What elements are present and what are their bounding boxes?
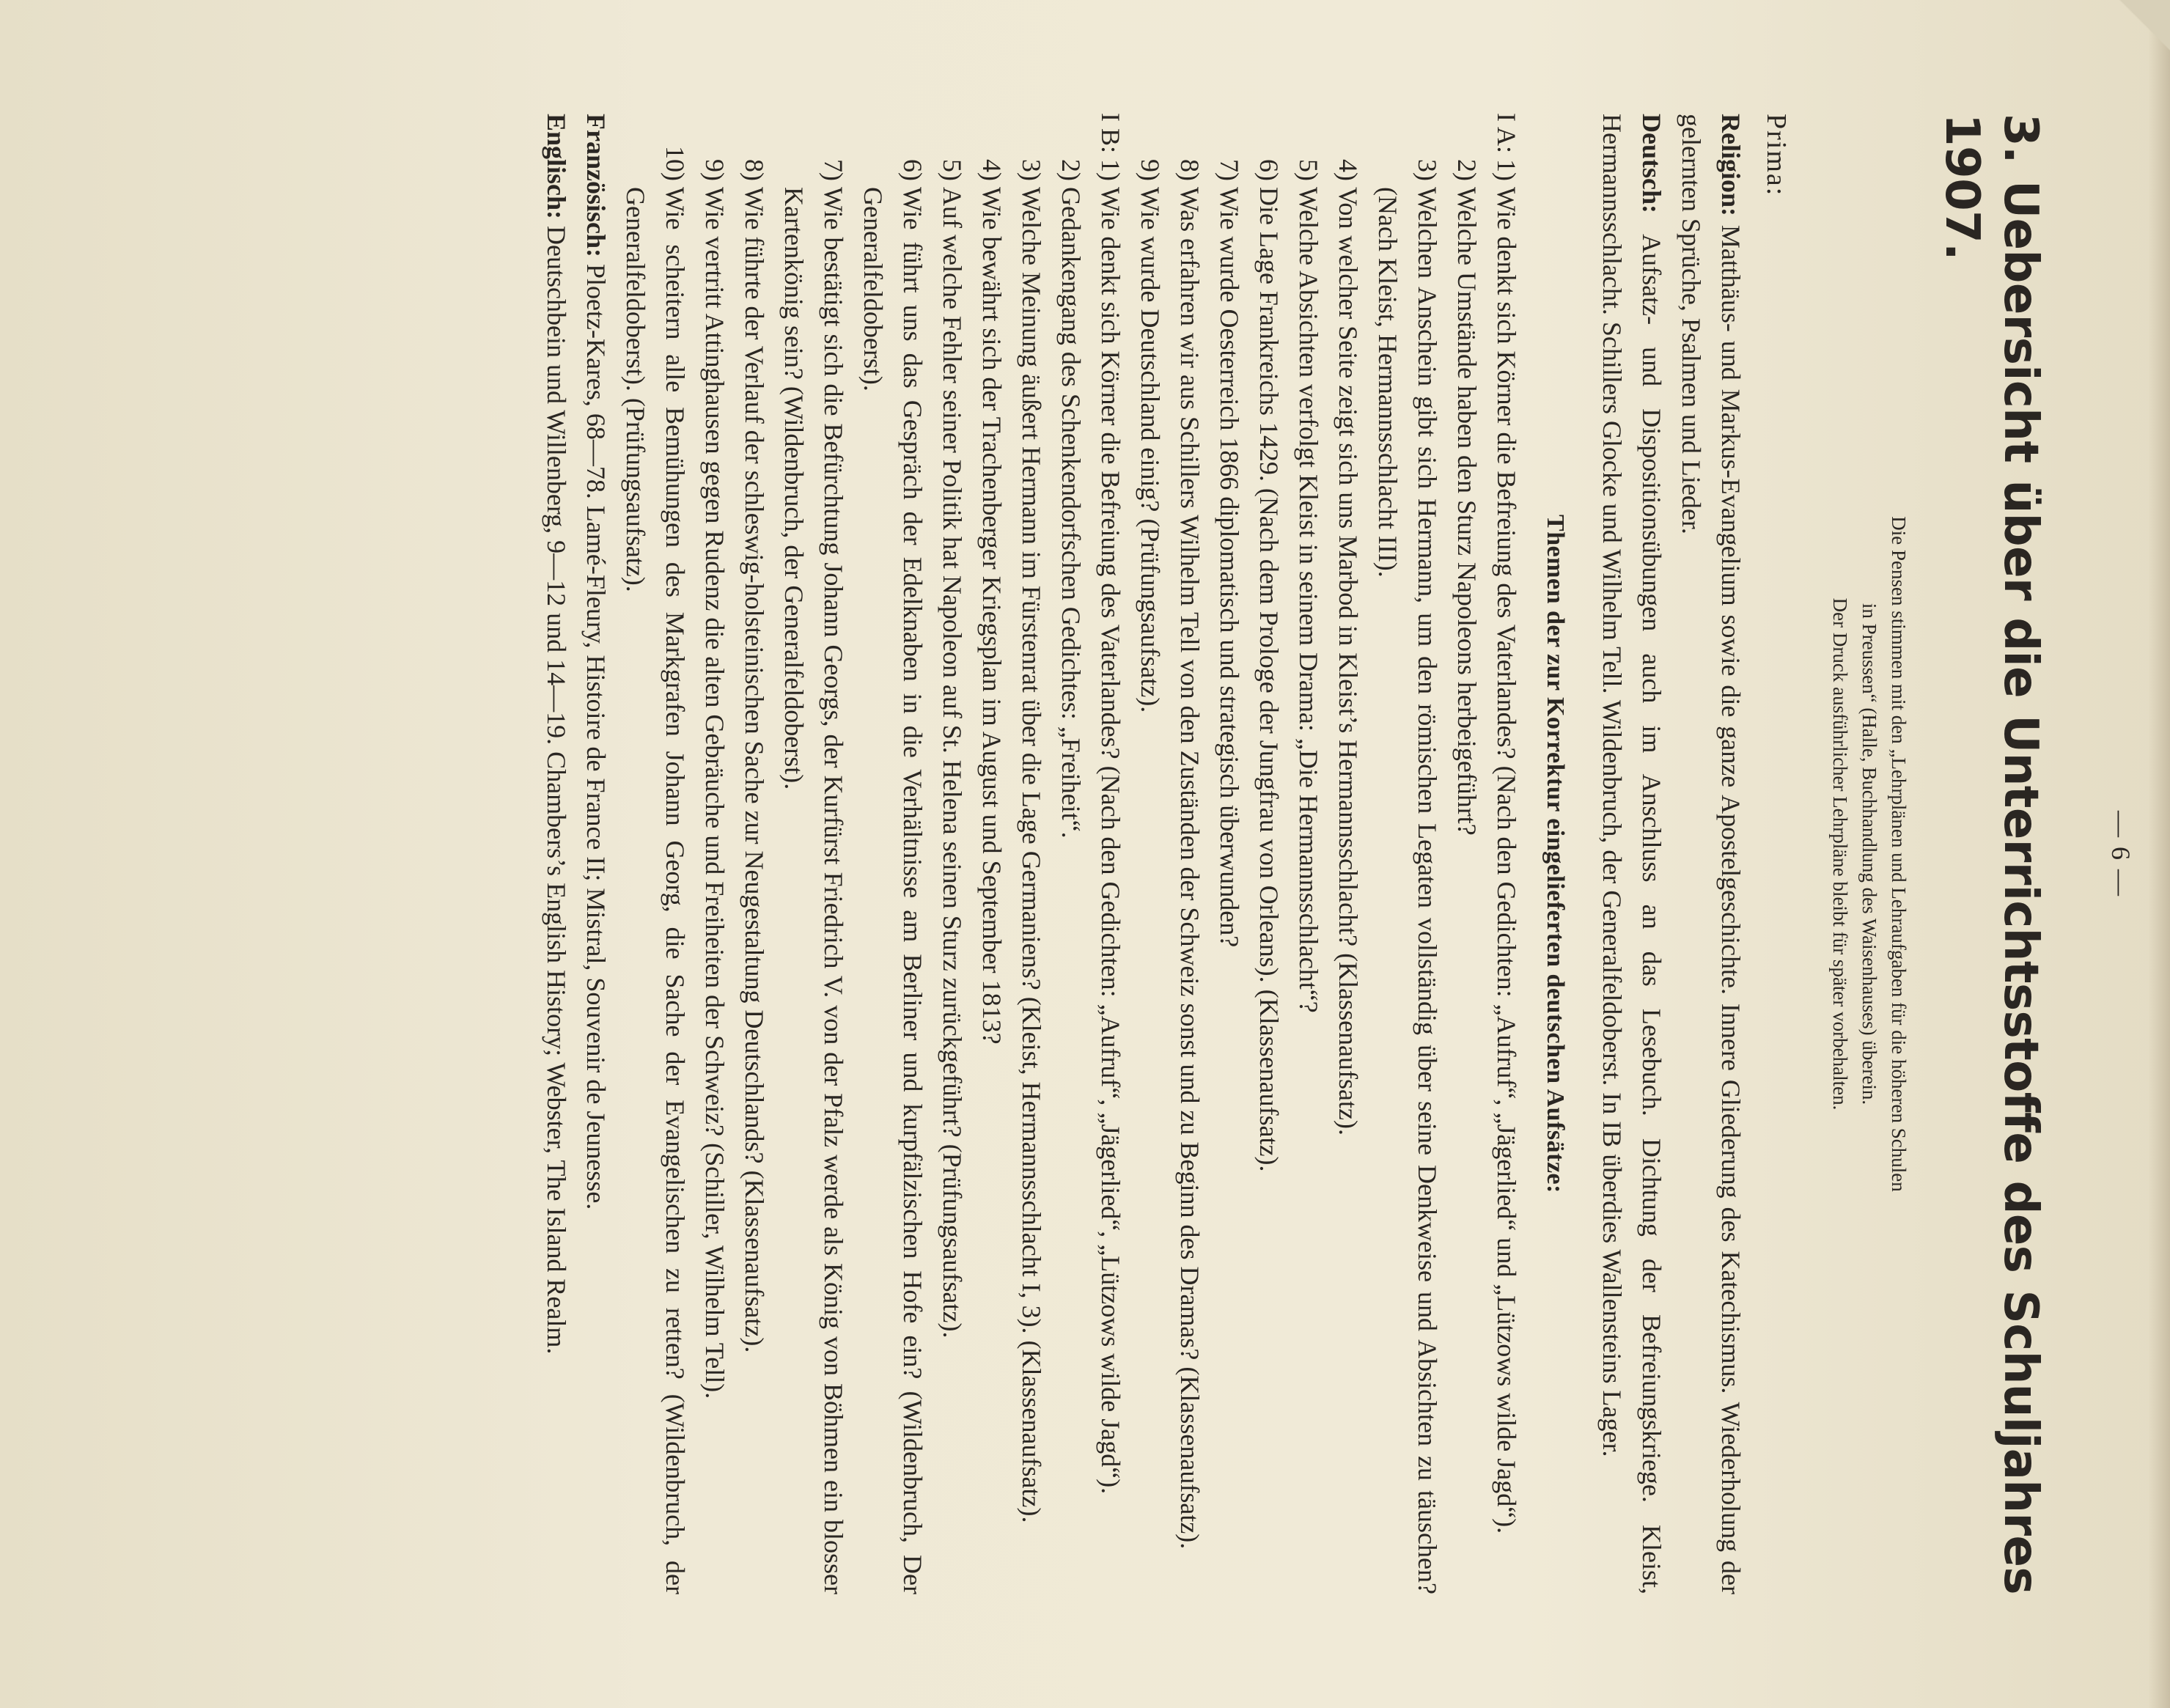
essay-number (1249, 114, 1289, 181)
essay-item (1170, 114, 1210, 1594)
essay-number (1210, 114, 1249, 181)
essay-item (1249, 114, 1289, 1594)
subject-franzoesisch (576, 114, 616, 1594)
essay-title: Gedankengang des Schenkendorfschen Gedichtes: „Freiheit“. (1056, 187, 1086, 839)
essay-title: Wie vertritt Attinghausen gegen Rudenz die alten Gebräuche und Freiheiten der Schweiz? (Schiller, Wilhelm Tell). (700, 187, 729, 1399)
essay-item (1051, 114, 1091, 1594)
essay-number (655, 114, 695, 181)
intro-line-3: Der Druck ausführlicher Lehrpläne bleibt für später vorbehalten. (1829, 597, 1851, 1111)
essay-item (1210, 114, 1249, 1594)
essay-item (972, 114, 1012, 1594)
essay-title: Welche Meinung äußert Hermann im Fürstenrat über die Lage Germaniens? (Kleist, Hermannsschlacht I, 3). (Klassenaufsatz). (1017, 187, 1046, 1523)
essay-number (972, 114, 1012, 181)
intro-line-1: Die Pensen stimmen mit den „Lehrplänen und Lehraufgaben für die höheren Schulen (1888, 516, 1910, 1192)
subject-deutsch (1592, 114, 1671, 1594)
essay-number (1130, 114, 1170, 181)
essay-item (695, 114, 735, 1594)
subject-religion (1671, 114, 1751, 1594)
essay-number-label: 9) (1136, 159, 1165, 181)
subject-text: Deutschbein und Willenberg, 9—12 und 14—19. Chambers’s English History; Webster, The Island Realm. (542, 226, 571, 1355)
essay-number (1012, 114, 1051, 181)
essay-title: Auf welche Fehler seiner Politik hat Napoleon auf St. Helena seinen Sturz zurückgeführt? (Prüfungsaufsatz). (938, 187, 967, 1339)
rotated-text-block (161, 114, 2141, 1594)
essay-item (1487, 114, 1526, 1594)
page-number: — 6 — (2106, 811, 2136, 897)
subject-text: Matthäus- und Markus-Evangelium sowie die ganze Apostelgeschichte. Innere Gliederung des Katechismus. Wiederholung der gelernten Sprüche, Psalmen und Lieder. (1677, 114, 1746, 1595)
essay-item (616, 114, 695, 1594)
essay-number (933, 114, 972, 181)
essay-title: Wie scheitern alle Bemühungen des Markgrafen Johann Georg, die Sache der Evangelischen zu retten? (Wildenbruch, der Generalfeldoberst). (Prüfungsaufsatz). (621, 187, 690, 1594)
essay-number (1170, 114, 1210, 181)
essay-number-label: 8) (1175, 159, 1204, 181)
subject-englisch (537, 114, 576, 1594)
essay-number (1447, 114, 1487, 181)
essay-number-label: 9) (700, 159, 729, 181)
subject-name: Französisch: (581, 114, 611, 257)
essay-number (893, 114, 933, 181)
essay-title: Wie denkt sich Körner die Befreiung des Vaterlandes? (Nach den Gedichten: „Aufruf“, „Jägerlied“ und „Lützows wilde Jagd“). (1492, 187, 1521, 1534)
essay-title: Welchen Anschein gibt sich Hermann, um den römischen Legaten vollständig über seine Denkweise und Absichten zu täuschen? (Nach Kleist, Hermannsschlacht III). (1373, 187, 1442, 1594)
essay-title: Welche Umstände haben den Sturz Napoleons herbeigeführt? (1452, 187, 1482, 836)
essay-number-label: 5) (938, 159, 967, 181)
subject-name: Englisch: (542, 114, 571, 220)
essay-number-label: 6) (898, 159, 927, 181)
essay-number (735, 114, 774, 181)
subject-text: Ploetz-Kares, 68—78. Lamé-Fleury, Histoire de France II; Mistral, Souvenir de Jeunesse. (581, 263, 611, 1210)
group-label-ia: I A: (1492, 112, 1521, 153)
essay-number-label: 7) (819, 159, 848, 181)
essay-number-label: 3) (1413, 159, 1442, 181)
essay-number-label: 1) (1096, 159, 1125, 181)
essay-title: Wie wurde Deutschland einig? (Prüfungsaufsatz). (1136, 187, 1165, 713)
essay-number (1487, 114, 1526, 181)
essay-number (1408, 114, 1447, 181)
essay-number-label: 2) (1452, 159, 1482, 181)
essay-title: Wie denkt sich Körner die Befreiung des Vaterlandes? (Nach den Gedichten: „Aufruf“, „Jägerlied“, „Lützows wilde Jagd“). (1096, 187, 1125, 1495)
group-label-ib: I B: (1096, 112, 1125, 153)
subject-text: Aufsatz- und Dispositionsübungen auch im Anschluss an das Lesebuch. Dichtung der Befreiungskriege. Kleist, Hermannsschlacht. Schillers Glocke und Wilhelm Tell. Wildenbruch, der Generalfeldoberst. In IB überdies Wallensteins Lager. (1597, 114, 1666, 1595)
essay-title: Wie führt uns das Gespräch der Edelknaben in die Verhältnisse am Berliner und kurpfälzischen Hofe ein? (Wildenbruch, Der Generalfeldoberst). (858, 187, 927, 1594)
essay-title: Wie bestätigt sich die Befürchtung Johann Georgs, der Kurfürst Friedrich V. von der Pfalz werde als König von Böhmen ein blosser Kartenkönig sein? (Wildenbruch, der Generalfeldoberst). (779, 187, 848, 1594)
essay-item (1447, 114, 1487, 1594)
essay-number-label: 6) (1254, 159, 1284, 181)
essay-item (1091, 114, 1130, 1594)
essay-number (1328, 114, 1368, 181)
essay-item (1328, 114, 1368, 1594)
essay-item (1012, 114, 1051, 1594)
essay-item (774, 114, 853, 1594)
essay-number-label: 3) (1017, 159, 1046, 181)
essay-number-label: 7) (1215, 159, 1244, 181)
essay-number-label: 8) (740, 159, 769, 181)
essay-item (735, 114, 774, 1594)
essay-title: Wie wurde Oesterreich 1866 diplomatisch und strategisch überwunden? (1215, 187, 1244, 948)
document-body (537, 114, 2141, 1594)
essay-number-label: 4) (1334, 159, 1363, 181)
intro-note (1825, 114, 1913, 1594)
subject-name: Deutsch: (1637, 114, 1666, 213)
essay-number-label: 2) (1056, 159, 1086, 181)
essay-item (1368, 114, 1447, 1594)
essay-title: Welche Absichten verfolgt Kleist in seinem Drama: „Die Hermannsschlacht“? (1294, 187, 1323, 1013)
essay-number-label: 10) (661, 146, 690, 181)
essay-number-label: 5) (1294, 159, 1323, 181)
essay-title: Die Lage Frankreichs 1429. (Nach dem Prologe der Jungfrau von Orleans). (Klassenaufsatz). (1254, 187, 1284, 1172)
essay-number (695, 114, 735, 181)
page-edge-shadow (2148, 0, 2170, 1708)
essay-title: Wie führte der Verlauf der schleswig-holsteinischen Sache zur Neugestaltung Deutschlands? (Klassenaufsatz). (740, 187, 769, 1353)
essay-list-ia (1130, 114, 1526, 1594)
essay-number (814, 114, 853, 181)
themes-heading: Themen der zur Korrektur eingelieferten deutschen Aufsätze: (1542, 515, 1569, 1193)
essay-number (1091, 114, 1130, 181)
subject-name: Religion: (1716, 114, 1746, 216)
essay-title: Wie bewährt sich der Trachenberger Kriegsplan im August und September 1813? (977, 187, 1007, 1045)
essay-item (933, 114, 972, 1594)
essay-item (1289, 114, 1328, 1594)
essay-number (1051, 114, 1091, 181)
page-corner-fold (2119, 0, 2170, 51)
section-heading: 3. Uebersicht über die Unterrichtsstoffe des Schuljahres 1907. (1935, 114, 2048, 1594)
essay-item (1130, 114, 1170, 1594)
class-label-prima: Prima: (1761, 114, 1792, 197)
essay-number-label: 4) (977, 159, 1007, 181)
essay-title: Was erfahren wir aus Schillers Wilhelm Tell von den Zuständen der Schweiz sonst und zu Beginn des Dramas? (Klassenaufsatz). (1175, 187, 1204, 1550)
essay-list-ib (616, 114, 1130, 1594)
essay-title: Von welcher Seite zeigt sich uns Marbod in Kleist’s Hermannsschlacht? (Klassenaufsatz). (1334, 187, 1363, 1135)
essay-item (853, 114, 933, 1594)
intro-line-2: in Preussen“ (Halle, Buchhandlung des Waisenhauses) überein. (1858, 603, 1880, 1105)
essay-number (1289, 114, 1328, 181)
essay-number-label: 1) (1492, 159, 1521, 181)
